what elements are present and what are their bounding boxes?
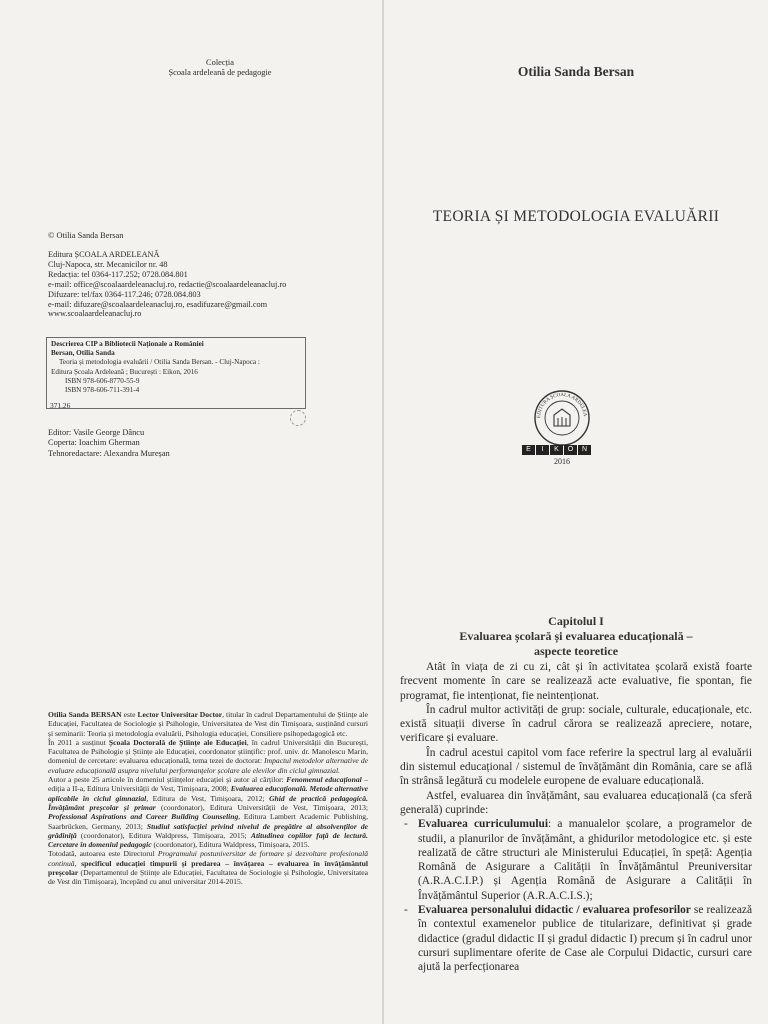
bio-paragraph: Otilia Sanda BERSAN este Lector Universitar Doctor, titular în cadrul Departamentului de Științe ale Educației, Facultatea de Sociologie și Psihologie, Universitatea de Vest din Timișoara, susținând cursuri și seminarii: Teoria și metodologia evaluării, Psihologia educației, Consiliere psihopedagogică etc.: [48, 710, 368, 738]
list-item: - Evaluarea personalului didactic / evaluarea profesorilor se realizează în contextul examenelor publice de titularizare, definitivat și grade didactice (gradul didactic II și gradul didactic I) precum și în cadrul unor cursuri suplimentare oferite de Case ale Corpului Didactic, cursuri care ajută la perfecționarea: [418, 903, 752, 974]
cip-classification: 371.26: [50, 401, 71, 410]
chapter-heading: Capitolul I Evaluarea școlară și evaluarea educațională – aspecte teoretice: [459, 614, 693, 658]
bio-paragraph: În 2011 a susținut Școala Doctorală de Științe ale Educației, în cadrul Universității din București, Facultatea de Psihologie și Științe ale Educației, coordonator științific: prof. univ. dr. Manolescu Marin, domeniul de cercetare: evaluarea educațională, tema tezei de doctorat: Impactul metodelor alternative de evaluare educațională asupra nivelului performanțelor școlare ale elevilor din ciclul gimnazial.: [48, 737, 369, 775]
credits: Editor: Vasile George Dâncu Coperta: Ioachim Gherman Tehnoredactare: Alexandra Mureșan: [48, 428, 170, 458]
collection-label: Colecția Școala ardeleană de pedagogie: [168, 58, 272, 78]
body-paragraph: Astfel, evaluarea din învățământ, sau evaluarea educațională (ca sferă generală) cuprinde:: [400, 789, 752, 816]
eikon-letter: I: [536, 445, 549, 455]
eikon-letter: K: [550, 445, 563, 455]
author-name: Otilia Sanda Bersan: [517, 64, 635, 79]
body-paragraph: Atât în viața de zi cu zi, cât și în activitatea școlară există foarte frecvent momente în care se realizează acte evaluative, fie spontan, fie programat, fie intenționat, fie neintenționat.: [400, 661, 752, 702]
evaluation-list: [400, 817, 752, 974]
publisher-logo: [532, 388, 592, 448]
right-page: [384, 0, 768, 1024]
library-stamp-mark: [290, 410, 306, 426]
book-title: TEORIA ȘI METODOLOGIA EVALUĂRII: [432, 208, 720, 225]
logo-ring-text: EDITURA ȘCOALA ARDELEA: [536, 392, 587, 419]
list-item: - Evaluarea curriculumului: a manualelor școlare, a programelor de studii, a planurilor de învățământ, a ghidurilor metodologice etc. și este realizată de către structuri ale Ministerului Educației, în speță: Agenția Română de Asigurare a Calității în Învățământul Preuniversitar (A.R.A.C.I.P.) și Agenția Română de Asigurare a Calității în Învățământul Superior (A.R.A.C.I.S.);: [418, 817, 752, 903]
bio-paragraph: Totodată, autoarea este Directorul Programului postuniversitar de formare și dezvoltare profesională continuă, specificul educației timpurii și predarea – învățarea – evaluarea în învățământul preșcolar (Departamentul de Științe ale Educației, Facultatea de Sociologie și Psihologie, Universitatea de Vest din Timișoara), începând cu anul universitar 2014-2015.: [48, 849, 369, 887]
body-paragraph: În cadrul acestui capitol vom face referire la spectrul larg al evaluării din sistemul educațional / sistemul de învățământ din România, care se află în strânsă legătură cu modelele europene de evaluare educațională.: [400, 746, 752, 788]
publication-year: 2016: [554, 457, 570, 466]
eikon-logo: [522, 445, 592, 455]
copyright-line: © Otilia Sanda Bersan: [48, 231, 124, 240]
eikon-letter: O: [564, 445, 577, 455]
chapter-body: [400, 660, 752, 975]
author-biography: [48, 710, 368, 887]
body-paragraph: În cadrul multor activități de grup: sociale, culturale, educaționale, etc. există situații diverse în cadrul cărora se realizează apreciere, notare, verificare și evaluare.: [400, 703, 752, 745]
left-page: [0, 0, 383, 1024]
bio-paragraph: Autor a peste 25 articole în domeniul științelor educației și autor al cărților: Fenomenul educațional – ediția a II-a, Editura Universității de Vest, Timișoara, 2008; Evaluarea educațională. Metode alternative aplicabile în ciclul gimnazial, Editura de Vest, Timișoara, 2012; Ghid de practică pedagogică. Învățământ preșcolar și primar (coordonator), Editura Universității de Vest, Timișoara, 2013; Professional Aspirations and Career Building Counseling, Editura Lambert Academic Publishing, Saarbrücken, Germany, 2013; Studiul satisfacției privind nivelul de pregătire al absolvenților de grădiniță (coordonator), Editura Waldpress, Timișoara, 2015; Atitudinea copiilor față de lectură. Cercetare în domeniul pedagogic (coordonator), Editura Waldpress, Timișoara, 2015.: [48, 775, 368, 850]
eikon-letter: N: [578, 445, 591, 455]
cip-box: Descrierea CIP a Bibliotecii Naționale a României Bersan, Otilia Sanda Teoria și metodologia evaluării / Otilia Sanda Bersan. - Cluj-Napoca : Editura Școala Ardeleană ; București : Eikon, 2016 ISBN 978-606-8770-55-9 ISBN 978-606-711-391-4: [46, 337, 306, 409]
publisher-info: Editura ȘCOALA ARDELEANĂ Cluj-Napoca, str. Mecanicilor nr. 48 Redacția: tel 0364-117.252; 0728.084.801 e-mail: office@scoalaardeleanacluj.ro, redactie@scoalaardeleanacluj.ro Difuzare: tel/fax 0364-117.246; 0728.084.803 e-mail: difuzare@scoalaardeleanacluj.ro, esadifuzare@gmail.com www.scoalaardeleanacluj.ro: [48, 250, 287, 319]
eikon-letter: E: [522, 445, 535, 455]
